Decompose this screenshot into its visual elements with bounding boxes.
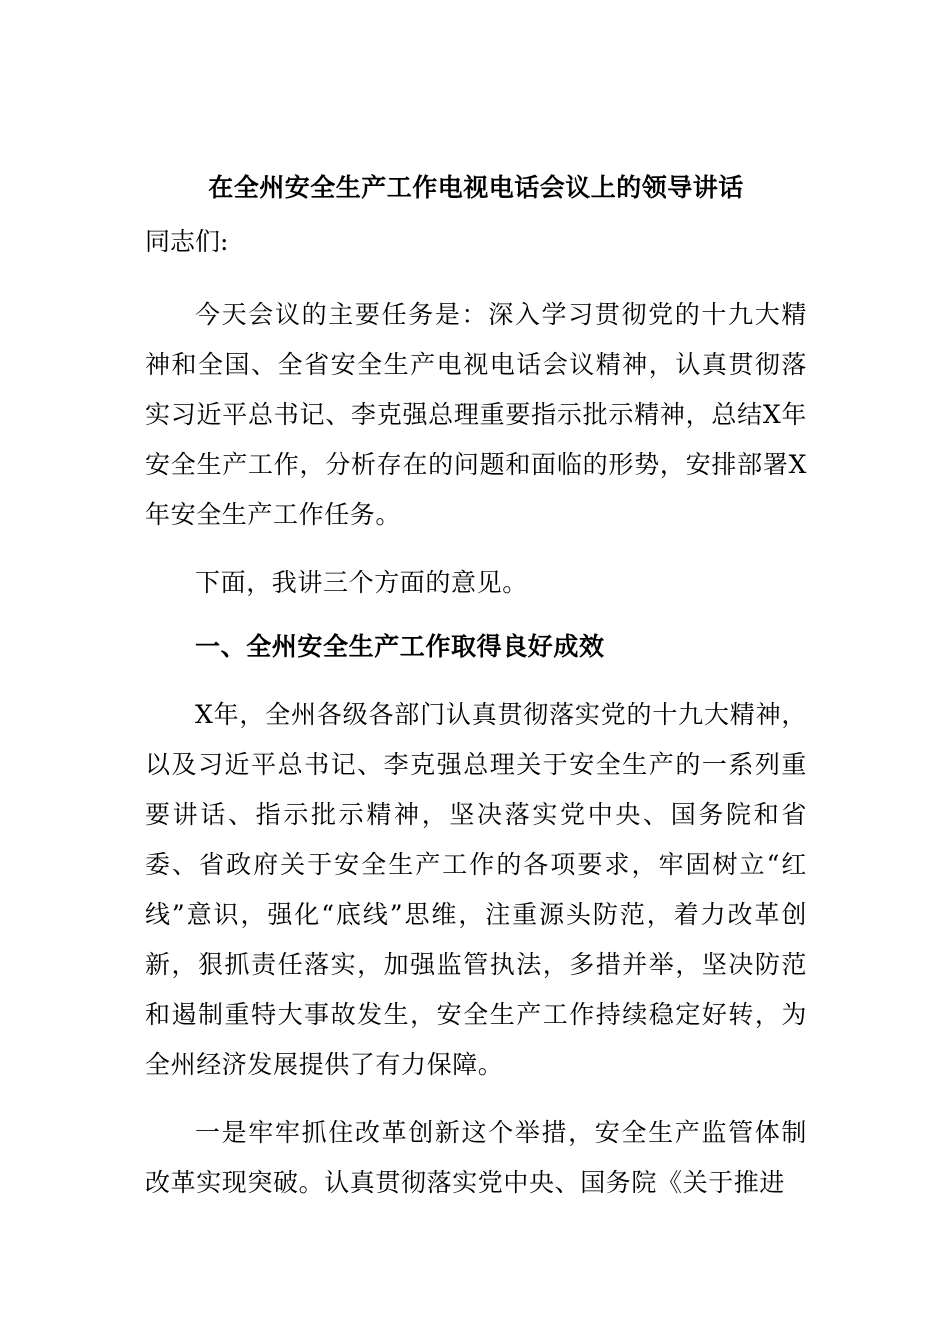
paragraph-achievements: X年，全州各级各部门认真贯彻落实党的十九大精神，以及习近平总书记、李克强总理关于安全生产的一系列重要讲话、指示批示精神，坚决落实党中央、国务院和省委、省政府关于安全生产工作的各项要求，牢固树立“红线”意识，强化“底线”思维，注重源头防范，着力改革创新，狠抓责任落实，加强监管执法，多措并举，坚决防范和遏制重特大事故发生，安全生产工作持续稳定好转，为全州经济发展提供了有力保障。 (145, 700, 807, 1079)
paragraph-meeting-tasks: 今天会议的主要任务是：深入学习贯彻党的十九大精神和全国、全省安全生产电视电话会议精神，认真贯彻落实习近平总书记、李克强总理重要指示批示精神，总结X年安全生产工作，分析存在的问题和面临的形势，安排部署X年安全生产工作任务。 (145, 300, 807, 529)
paragraph-reform: 一是牢牢抓住改革创新这个举措，安全生产监管体制改革实现突破。认真贯彻落实党中央、国务院《关于推进 (145, 1118, 807, 1197)
salutation: 同志们: (145, 227, 229, 256)
document-title: 在全州安全生产工作电视电话会议上的领导讲话 (208, 173, 744, 202)
document-body (145, 168, 807, 1208)
section-heading: 一、全州安全生产工作取得良好成效 (195, 632, 605, 661)
paragraph-outline: 下面，我讲三个方面的意见。 (195, 568, 528, 597)
